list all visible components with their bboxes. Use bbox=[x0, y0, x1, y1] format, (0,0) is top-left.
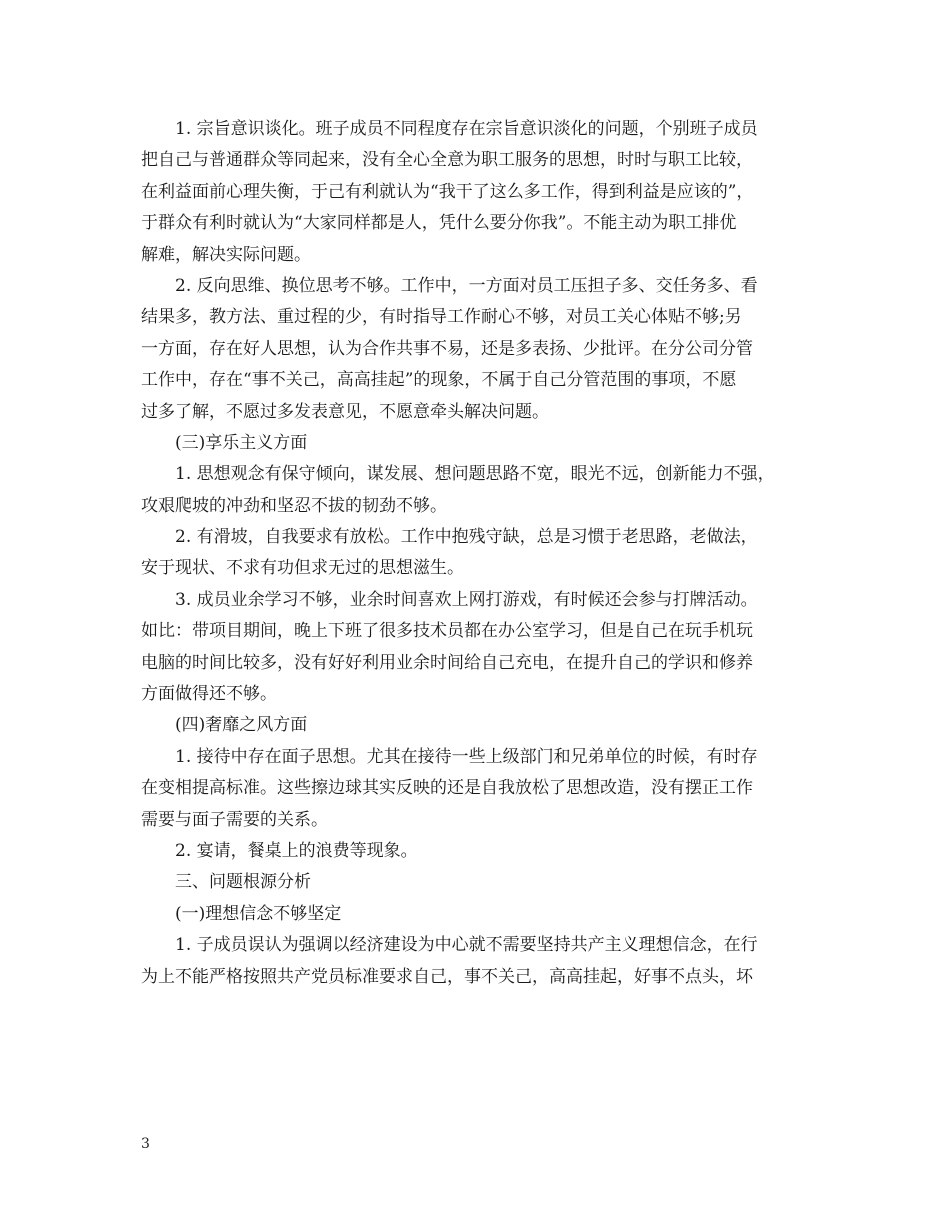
text-line: 结果多，教方法、重过程的少，有时指导工作耐心不够，对员工关心体贴不够;另 bbox=[141, 307, 742, 328]
text-line: (一)理想信念不够坚定 bbox=[175, 903, 342, 924]
text-line: (四)奢靡之风方面 bbox=[175, 715, 308, 736]
text-line: 过多了解，不愿过多发表意见，不愿意牵头解决问题。 bbox=[141, 401, 549, 422]
text-line: 在利益面前心理失衡，于己有利就认为“我干了这么多工作，得到利益是应该的”， bbox=[141, 181, 754, 202]
text-line: 如比：带项目期间，晚上下班了很多技术员都在办公室学习，但是自己在玩手机玩 bbox=[141, 621, 753, 642]
text-line: 2. 宴请，餐桌上的浪费等现象。 bbox=[175, 840, 418, 861]
text-line: 方面做得还不够。 bbox=[141, 684, 277, 705]
text-line: 2. 有滑坡，自我要求有放松。工作中抱残守缺，总是习惯于老思路，老做法， bbox=[175, 527, 758, 548]
text-line: 把自己与普通群众等同起来，没有全心全意为职工服务的思想，时时与职工比较， bbox=[141, 150, 753, 171]
text-line: 一方面，存在好人思想，认为合作共事不易，还是多表扬、少批评。在分公司分管 bbox=[141, 338, 753, 359]
text-line: 在变相提高标准。这些擦边球其实反映的还是自我放松了思想改造，没有摆正工作 bbox=[141, 778, 753, 799]
text-line: 1. 子成员误认为强调以经济建设为中心就不需要坚持共产主义理想信念，在行 bbox=[175, 935, 758, 956]
text-line: 三、问题根源分析 bbox=[175, 872, 311, 893]
text-line: 解难，解决实际问题。 bbox=[141, 244, 311, 265]
text-line: 1. 宗旨意识谈化。班子成员不同程度存在宗旨意识淡化的问题，个别班子成员 bbox=[175, 119, 758, 139]
document-body bbox=[141, 114, 831, 993]
page-number: 3 bbox=[141, 1136, 150, 1152]
text-line: 2. 反向思维、换位思考不够。工作中，一方面对员工压担子多、交任务多、看 bbox=[175, 275, 758, 296]
text-line: 为上不能严格按照共产党员标准要求自己，事不关己，高高挂起，好事不点头，坏 bbox=[141, 966, 753, 987]
text-line: (三)享乐主义方面 bbox=[175, 432, 308, 453]
text-line: 电脑的时间比较多，没有好好利用业余时间给自己充电，在提升自己的学识和修养 bbox=[141, 652, 753, 673]
text-line: 于群众有利时就认为“大家同样都是人，凭什么要分你我”。不能主动为职工排优 bbox=[141, 213, 737, 234]
text-line: 1. 思想观念有保守倾向，谋发展、想问题思路不宽，眼光不远，创新能力不强， bbox=[175, 464, 775, 485]
text-line: 需要与面子需要的关系。 bbox=[141, 809, 328, 830]
text-line: 工作中，存在“事不关己，高高挂起”的现象，不属于自己分管范围的事项，不愿 bbox=[141, 370, 737, 391]
text-line: 3. 成员业余学习不够，业余时间喜欢上网打游戏，有时候还会参与打牌活动。 bbox=[175, 589, 758, 610]
text-line: 安于现状、不求有功但求无过的思想滋生。 bbox=[141, 558, 464, 579]
text-line: 攻艰爬坡的冲劲和坚忍不拔的韧劲不够。 bbox=[141, 495, 447, 516]
text-line: 1. 接待中存在面子思想。尤其在接待一些上级部门和兄弟单位的时候，有时存 bbox=[175, 746, 758, 767]
